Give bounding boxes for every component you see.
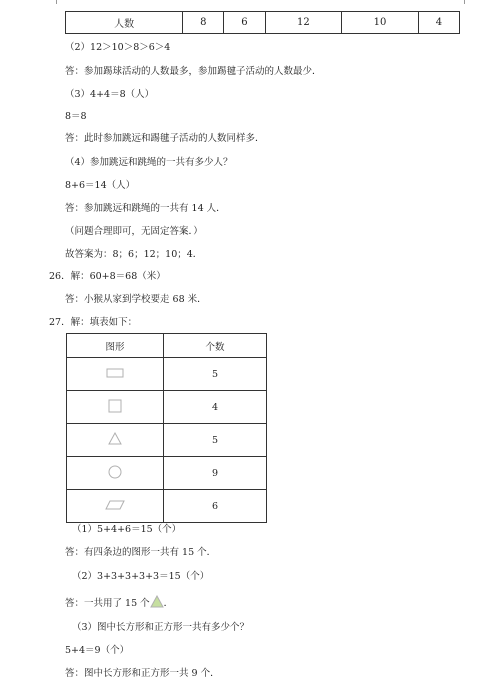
square-icon xyxy=(67,391,164,424)
count-cell: 6 xyxy=(164,490,267,523)
text-line: 8＝8 xyxy=(65,111,87,122)
table-cell: 人数 xyxy=(66,12,183,34)
text-line: 答：小猴从家到学校要走 68 米． xyxy=(65,294,207,305)
text-line: 答：图中长方形和正方形一共 9 个． xyxy=(65,668,220,679)
rectangle-icon xyxy=(67,358,164,391)
text-line: 8+6＝14（人） xyxy=(65,180,136,191)
table-cell: 8 xyxy=(183,12,224,34)
table-row xyxy=(67,424,267,457)
triangle-icon xyxy=(150,595,164,612)
text-line xyxy=(65,595,173,612)
text-line: （2）12＞10＞8＞6＞4 xyxy=(65,42,171,53)
text-line: （2）3+3+3+3+3＝15（个） xyxy=(72,571,210,582)
header-shape: 图形 xyxy=(67,334,164,358)
page-corner-mark xyxy=(48,0,57,4)
answer-table xyxy=(65,11,460,34)
answer-text: 答：一共用了 15 个 xyxy=(65,598,150,609)
text-line: （问题合理即可，无固定答案．） xyxy=(65,226,203,237)
figure-count-table xyxy=(66,333,267,523)
table-cell: 4 xyxy=(418,12,459,34)
text-line: （3）图中长方形和正方形一共有多少个？ xyxy=(72,622,250,633)
text-line: 答：参加跳远和跳绳的一共有 14 人． xyxy=(65,203,226,214)
table-row xyxy=(67,391,267,424)
circle-icon xyxy=(67,457,164,490)
table-row xyxy=(67,490,267,523)
text-line: 故答案为：8；6；12；10；4． xyxy=(65,249,203,260)
parallelogram-icon xyxy=(67,490,164,523)
table-cell: 12 xyxy=(265,12,342,34)
table-cell: 10 xyxy=(342,12,419,34)
page-corner-mark xyxy=(464,0,473,4)
answer-end: ． xyxy=(163,598,174,609)
text-line: （4）参加跳远和跳绳的一共有多少人？ xyxy=(65,157,233,168)
text-line: 答：有四条边的图形一共有 15 个． xyxy=(65,547,217,558)
count-cell: 5 xyxy=(164,424,267,457)
table-cell: 6 xyxy=(224,12,265,34)
header-count: 个数 xyxy=(164,334,267,358)
text-line: 27．解：填表如下： xyxy=(49,317,138,328)
table-row xyxy=(67,457,267,490)
text-line: 26．解：60+8＝68（米） xyxy=(49,271,166,282)
count-cell: 4 xyxy=(164,391,267,424)
table-row xyxy=(67,358,267,391)
table-header-row xyxy=(67,334,267,358)
text-line: （1）5+4+6＝15（个） xyxy=(72,524,182,535)
text-line: 答：参加踢球活动的人数最多，参加踢毽子活动的人数最少． xyxy=(65,66,322,77)
text-line: 答：此时参加跳远和踢毽子活动的人数同样多． xyxy=(65,133,265,144)
count-cell: 9 xyxy=(164,457,267,490)
text-line: 5+4＝9（个） xyxy=(65,645,130,656)
count-cell: 5 xyxy=(164,358,267,391)
text-line: （3）4+4＝8（人） xyxy=(65,89,155,100)
triangle-icon xyxy=(67,424,164,457)
table-row xyxy=(66,12,460,34)
